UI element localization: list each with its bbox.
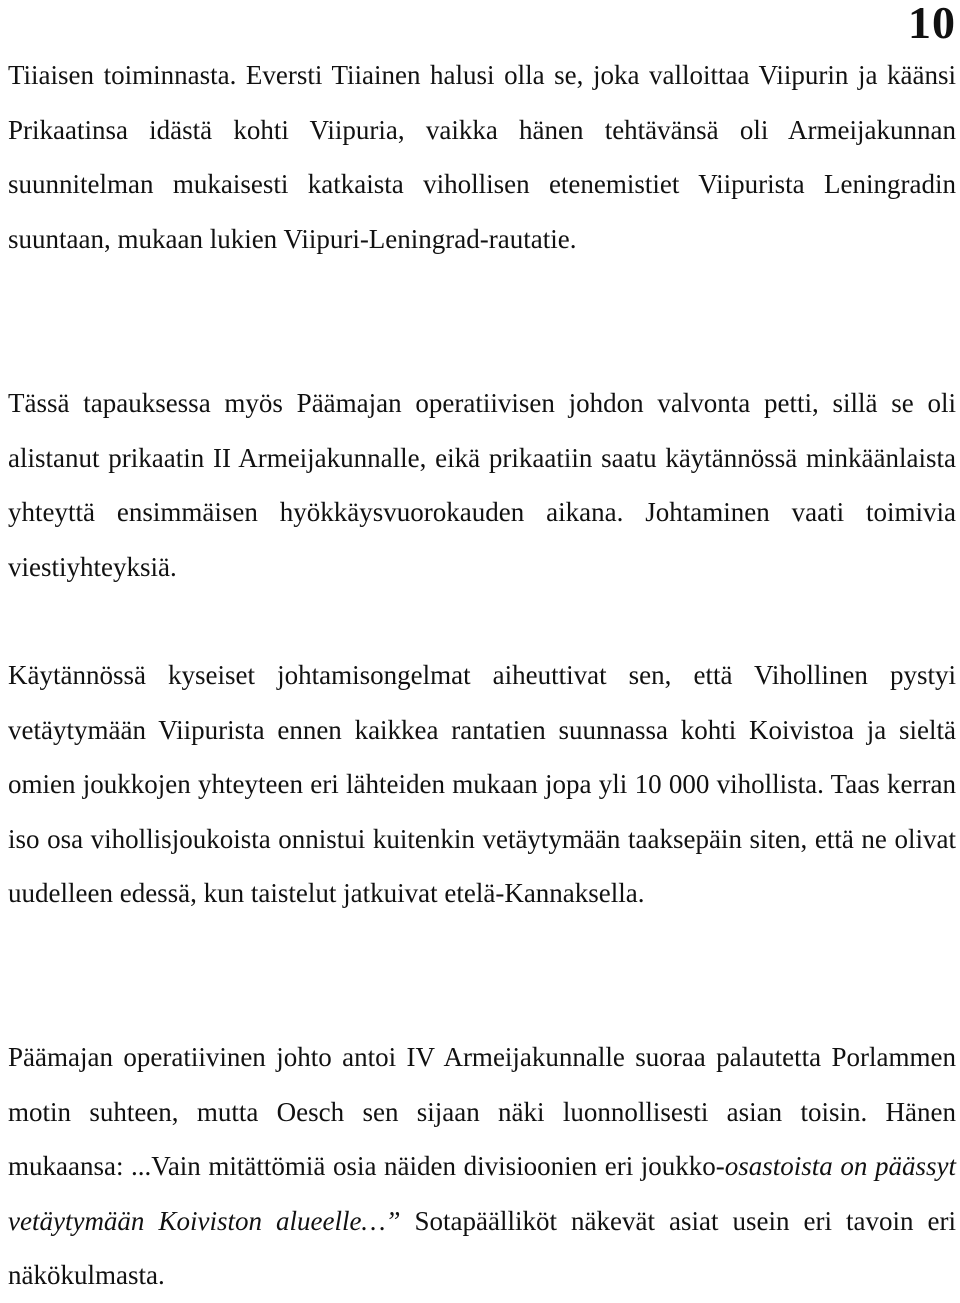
paragraph — [8, 1030, 956, 1303]
quote-italic: osastoista on päässyt vetäytymään Koiviston alueelle…” — [8, 1151, 956, 1236]
paragraph-text: Päämajan operatiivinen johto antoi IV Armeijakunnalle suoraa palautetta Porlammen motin suhteen, mutta Oesch sen sijaan näki luonnollisesti asian toisin. Hänen mukaansa: ...Vain mitättömiä osia näiden divisioonien eri joukko- — [8, 1042, 956, 1182]
page-number: 10 — [908, 0, 956, 48]
paragraph: Tässä tapauksessa myös Päämajan operatiivisen johdon valvonta petti, sillä se oli alistanut prikaatin II Armeijakunnalle, eikä prikaatiin saatu käytännössä minkäänlaista yhteyttä ensimmäisen hyökkäysvuorokauden aikana. Johtaminen vaati toimivia viestiyhteyksiä. — [8, 388, 956, 582]
paragraph-text: Sotapäälliköt näkevät asiat usein eri tavoin eri näkökulmasta. — [8, 1205, 957, 1291]
paragraph: Tiiaisen toiminnasta. Eversti Tiiainen halusi olla se, joka valloittaa Viipurin ja käänsi Prikaatinsa idästä kohti Viipuria, vaikka hänen tehtävänsä oli Armeijakunnan suunnitelman mukaisesti katkaista vihollisen etenemistiet Viipurista Leningradin suuntaan, mukaan lukien Viipuri-Leningrad-rautatie. — [8, 60, 956, 254]
paragraph: Käytännössä kyseiset johtamisongelmat aiheuttivat sen, että Vihollinen pystyi vetäytymään Viipurista ennen kaikkea rantatien suunnassa kohti Koivistoa ja sieltä omien joukkojen yhteyteen eri lähteiden mukaan jopa yli 10 000 vihollista. Taas kerran iso osa vihollisjoukoista onnistui kuitenkin vetäytymään taaksepäin siten, että ne olivat uudelleen edessä, kun taistelut jatkuivat etelä-Kannaksella. — [8, 660, 956, 909]
